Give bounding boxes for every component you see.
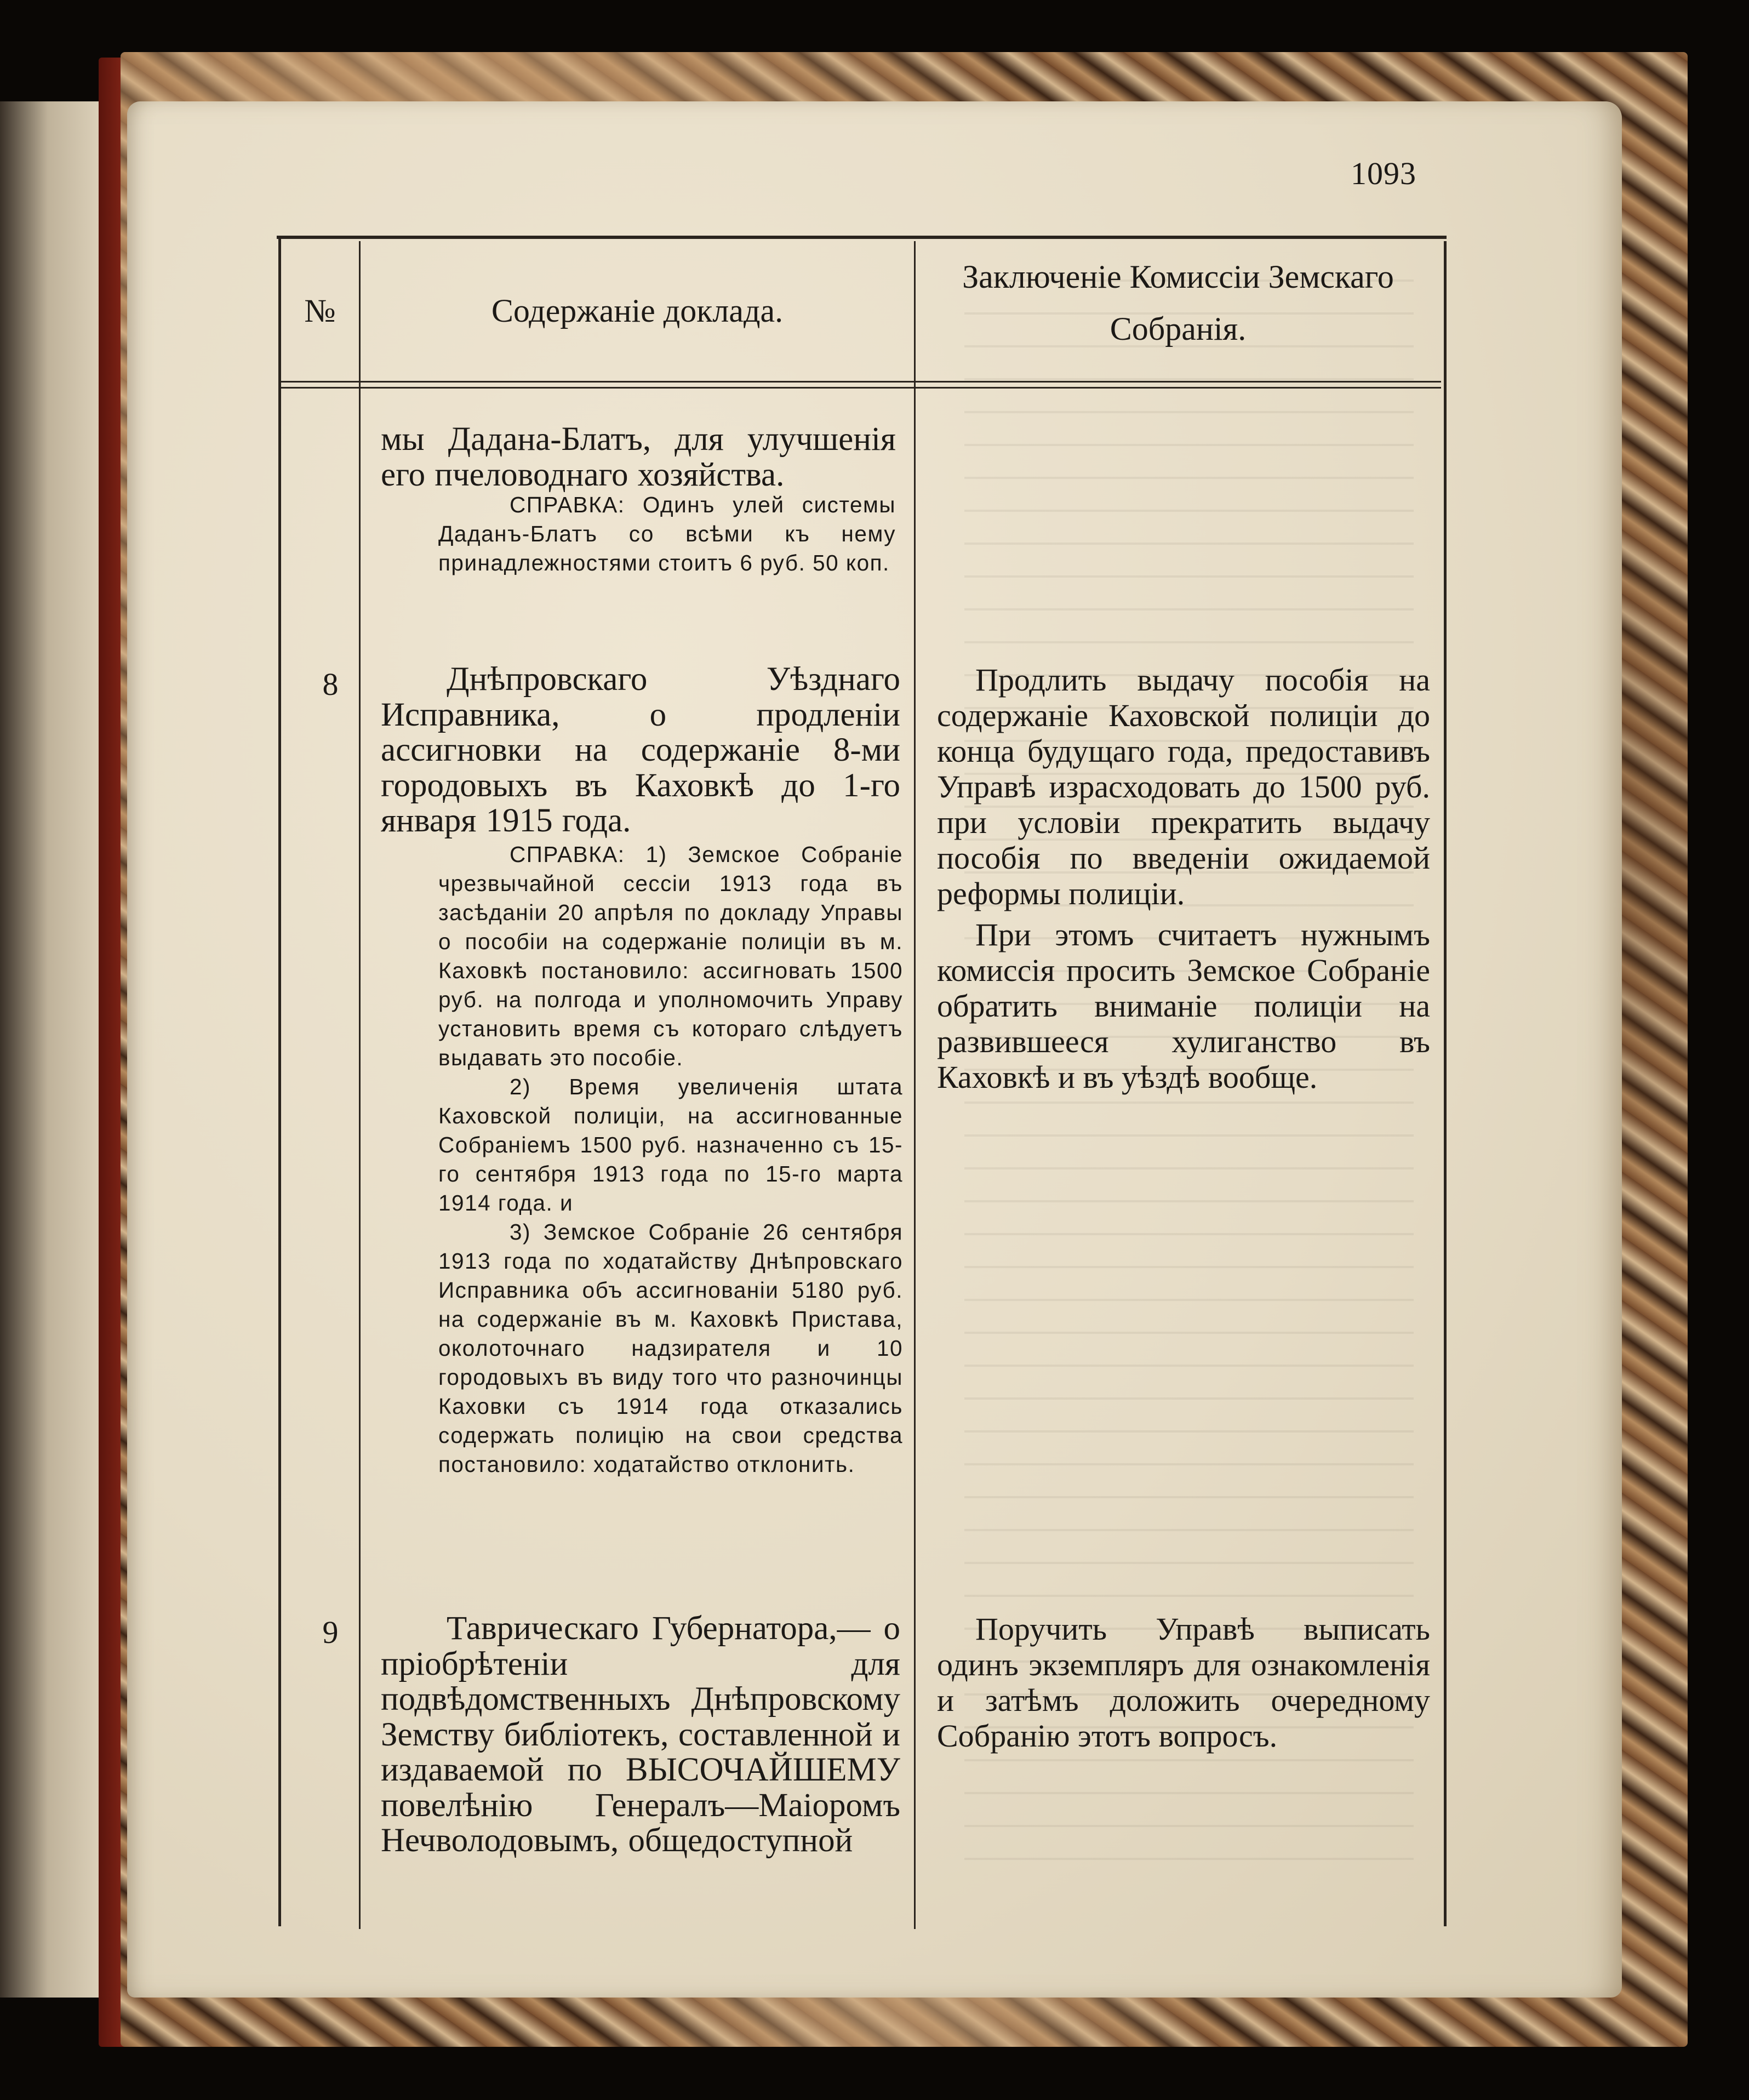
row-9-conclusion (937, 1611, 1430, 1754)
row-8-conclusion (937, 662, 1430, 1095)
row-8-note-2: 2) Время увеличенія штата Каховской полиціи, на ассигнованные Собраніемъ 1500 руб. назначенно съ 15-го сентября 1913 года по 15-го марта 1914 года. и (438, 1074, 903, 1216)
header-rule-2 (279, 387, 1441, 389)
row-1-content (381, 422, 896, 493)
row-8-note-3: 3) Земское Собраніе 26 сентября 1913 года по ходатайству Днѣпровскаго Исправника объ ассигнованіи 5180 руб. на содержаніе въ м. Каховкѣ Пристава, околоточнаго надзирателя и 10 городовыхъ въ виду того что разночинцы Каховки съ 1914 года отказались содержать полицію на свои средства постановило: ходатайство отклонить. (438, 1219, 903, 1477)
row-1-main-text: мы Дадана-Блатъ, для улучшенія его пчеловоднаго хозяйства. (381, 421, 896, 493)
column-rule-content (914, 241, 916, 1929)
row-8-conclusion-2: При этомъ считаетъ нужнымъ комиссія просить Земское Собраніе обратить вниманіе полиціи на развившееся хулиганство въ Каховкѣ и въ уѣздѣ вообще. (937, 917, 1430, 1095)
row-8-content (381, 662, 900, 839)
row-9-main-text: Таврическаго Губернатора,— о пріобрѣтеніи для подвѣдомственныхъ Днѣпровскому Земству библіотекъ, составленной и издаваемой по ВЫСОЧАЙШЕМУ повелѣнію Генералъ—Маіоромъ Нечволодовымъ, общедоступной (381, 1610, 900, 1859)
row-9-content (381, 1611, 900, 1859)
row-1-note (438, 490, 896, 578)
table-right-rule (1444, 241, 1447, 1926)
row-8-main-text: Днѣпровскаго Уѣзднаго Исправника, о продленіи ассигновки на содержаніе 8-ми городовыхъ въ Каховкѣ до 1-го января 1915 года. (381, 661, 900, 839)
table-left-rule (278, 236, 281, 1926)
row-8-notes (438, 840, 903, 1479)
row-8-note-1: СПРАВКА: 1) Земское Собраніе чрезвычайной сессіи 1913 года въ засѣданіи 20 апрѣля по докладу Управы о пособіи на содержаніе полиціи въ м. Каховкѣ постановило: ассигновать 1500 руб. на полгода и уполномочить Управу установить время съ котораго слѣдуетъ выдавать это пособіе. (438, 842, 903, 1070)
table-top-rule (277, 236, 1447, 239)
row-8-conclusion-1: Продлить выдачу пособія на содержаніе Каховской полиціи до конца будущаго года, предоставивъ Управѣ израсходовать до 1500 руб. при условіи прекратить выдачу пособія по введеніи ожидаемой реформы полиціи. (937, 662, 1430, 911)
header-content: Содержаніе доклада. (491, 293, 784, 329)
header-rule-1 (279, 381, 1441, 383)
row-1-note-text: СПРАВКА: Одинъ улей системы Даданъ-Блатъ со всѣми къ нему принадлежностями стоитъ 6 руб. 50 коп. (438, 492, 896, 575)
row-9-number: 9 (322, 1614, 339, 1650)
column-rule-number (359, 241, 361, 1929)
header-number: № (304, 293, 336, 329)
row-8-number: 8 (322, 666, 339, 702)
header-conclusion: Заключеніе Комиссіи Земскаго Собранія. (962, 259, 1394, 347)
page-number: 1093 (1351, 156, 1416, 191)
row-9-conclusion-1: Поручить Управѣ выписать одинъ экземпляръ для ознакомленія и затѣмъ доложить очередному Собранію этотъ вопросъ. (937, 1611, 1430, 1754)
